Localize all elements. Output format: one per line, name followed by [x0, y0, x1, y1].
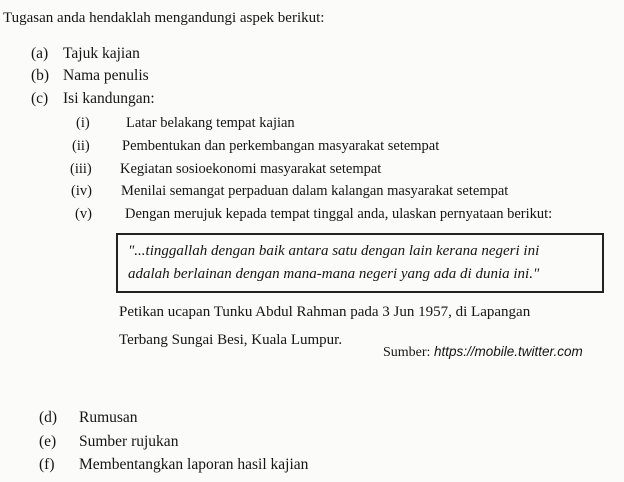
subitem-v — [75, 204, 552, 224]
item-label: Rumusan — [79, 409, 138, 426]
quote-caption: Petikan ucapan Tunku Abdul Rahman pada 3 Jun 1957, di Lapangan — [119, 304, 531, 320]
item-label: Membentangkan laporan hasil kajian — [79, 456, 309, 473]
quote-line: "...tinggallah dengan baik antara satu dengan lain kerana negeri ini — [128, 243, 540, 259]
subitem-label: Pembentukan dan perkembangan masyarakat setempat — [122, 138, 440, 154]
item-marker: (d) — [39, 409, 58, 426]
subitem-i — [76, 113, 295, 133]
source-credit — [383, 344, 583, 361]
item-marker: (c) — [31, 90, 49, 107]
item-b — [31, 66, 149, 86]
item-c — [31, 89, 155, 109]
subitem-label: Dengan merujuk kepada tempat tinggal anda, ulaskan pernyataan berikut: — [125, 206, 553, 222]
item-e — [39, 432, 178, 452]
subitem-ii — [72, 136, 439, 156]
subitem-label: Kegiatan sosioekonomi masyarakat setempat — [120, 161, 382, 177]
assignment-intro: Tugasan anda hendaklah mengandungi aspek berikut: — [3, 10, 325, 26]
item-label: Isi kandungan: — [63, 90, 155, 107]
item-label: Tajuk kajian — [63, 45, 140, 62]
subitem-iv — [71, 181, 508, 201]
subitem-marker: (i) — [76, 115, 90, 131]
item-label: Sumber rujukan — [79, 433, 179, 450]
subitem-label: Menilai semangat perpaduan dalam kalangan masyarakat setempat — [121, 183, 509, 199]
item-a — [31, 44, 140, 64]
subitem-label: Latar belakang tempat kajian — [126, 115, 295, 131]
quote-box — [116, 233, 604, 293]
item-marker: (a) — [31, 45, 49, 62]
subitem-marker: (iii) — [70, 161, 92, 177]
item-label: Nama penulis — [63, 67, 149, 84]
source-url: https://mobile.twitter.com — [433, 344, 583, 359]
item-d — [39, 408, 138, 428]
item-f — [39, 455, 308, 475]
item-marker: (e) — [39, 433, 57, 450]
item-marker: (f) — [39, 456, 55, 473]
source-label: Sumber: — [383, 345, 431, 360]
quote-caption: Terbang Sungai Besi, Kuala Lumpur. — [119, 332, 343, 348]
quote-line: adalah berlainan dengan mana-mana negeri yang ada di dunia ini." — [128, 266, 540, 282]
subitem-marker: (ii) — [72, 138, 90, 154]
subitem-marker: (iv) — [71, 183, 92, 199]
subitem-marker: (v) — [75, 206, 92, 222]
subitem-iii — [70, 159, 381, 179]
item-marker: (b) — [31, 67, 50, 84]
